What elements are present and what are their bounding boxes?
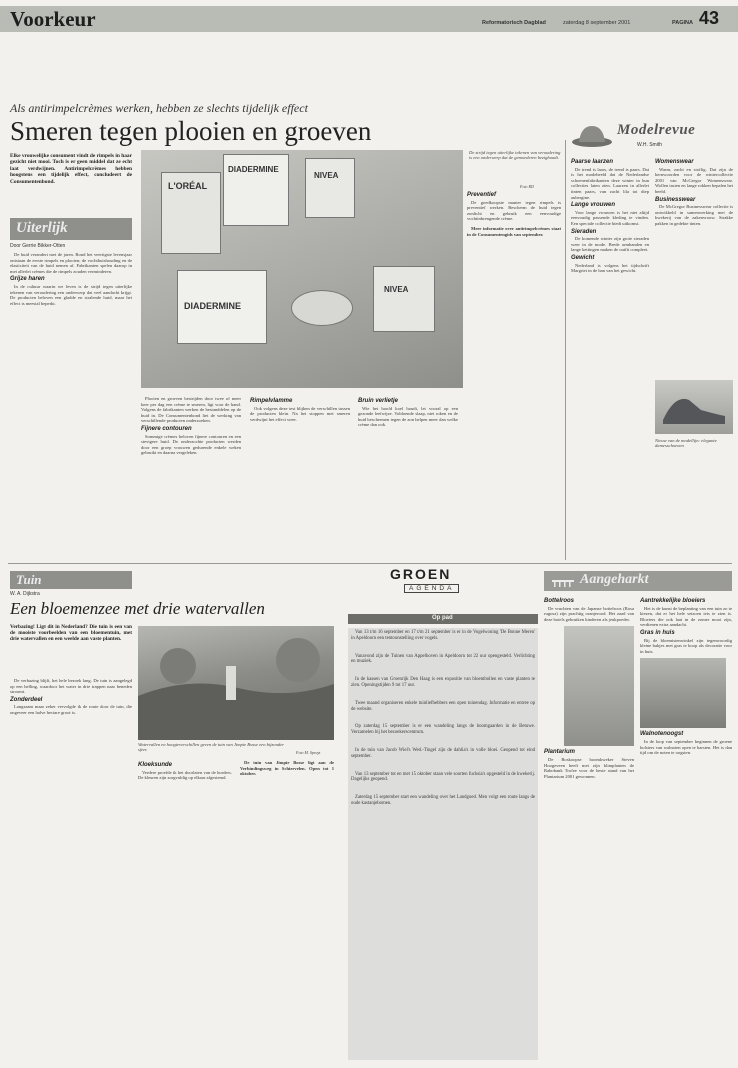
masthead <box>0 0 738 40</box>
subheading: Aantrekkelijke bloeiers <box>640 598 706 604</box>
photo-quote: De strijd tegen uiterlijke tekenen van veroudering is een onderwerp dat de gemoederen bezighoudt. <box>469 150 561 161</box>
column-paragraph: Nederland is volgens het tijdschrift Margriet in de ban van het gewicht. <box>571 262 649 274</box>
product-box <box>373 266 435 332</box>
rake-icon <box>550 573 576 589</box>
column-paragraph: In de loop van september beginnen de groene bolsters van walnoten open te barsten. Het is dan tijd om de noten te oogsten. <box>640 738 732 756</box>
agenda-bar <box>348 614 538 624</box>
garden-caption: Watervallen en hoogteverschillen geven de tuin van Jimpie Bosse een bijzonder sfeer. <box>138 742 285 753</box>
modelrevue-logo <box>571 122 731 154</box>
aangeharkt-column-2 <box>640 596 732 1058</box>
article-paragraph: De goedkoopste manier tegen rimpels is preventief werken. Bescherm de huid tegen zonlicht en gebruik een eenvoudige vochtinbrengende crème. <box>467 199 561 222</box>
agenda-item: Zaterdag 15 september start een wandeling over het Landgoed. Men volgt een route langs de oude kastanjebomen. <box>351 795 535 806</box>
agenda-bar-label: Op pad <box>432 615 453 621</box>
column-paragraph: De komende winter zijn grote sieraden weer in de mode. Brede armbanden en lange kettingen maken de outfit compleet. <box>571 236 649 253</box>
subheading: Grijze haren <box>10 276 45 283</box>
column-name: Tuin <box>16 572 42 587</box>
article-paragraph: De huid verandert met de jaren. Rond het veertigste levensjaar ontstaan de eerste rimpels en plooien; de vochthuishouding en de elasticiteit van de huid nemen af. Fabrikanten spelen daarop in met allerlei crèmes die de rimpels zouden verminderen. <box>10 252 132 274</box>
agenda-item: In de tuin van Jacob Wiel's Wed.-Tingel zijn de dahlia's in volle bloei. Geopend tot eind september. <box>351 747 535 759</box>
page-label: PAGINA <box>672 20 693 26</box>
shoe-icon <box>655 380 733 434</box>
article-kicker: Als antirimpelcrèmes werken, hebben ze slechts tijdelijk effect <box>10 101 308 115</box>
brand-label: L'ORÉAL <box>168 181 208 191</box>
shoe-photo <box>655 380 733 434</box>
subheading: Bruin verlietje <box>358 398 399 404</box>
page-number: 43 <box>699 8 720 28</box>
paper-name: Reformatorisch Dagblad <box>482 20 546 26</box>
article-paragraph: Langzaam maar zeker vervolgde ik de route door de tuin, die ongeveer een halve hectare groot is. <box>10 704 132 715</box>
article-column-5 <box>467 190 561 550</box>
column-paragraph: Warm, zacht en stoffig. Dat zijn de kernwoorden voor de wintercollectie 2001 van McGregor Womenswear. Wollen truien en lange rokken bepalen het beeld. <box>655 166 733 194</box>
subheading: Plantarium <box>544 749 576 756</box>
product-box <box>305 158 355 218</box>
brand-label: NIVEA <box>384 285 409 294</box>
article-paragraph: In de cultuur waarin we leven is de strijd tegen uiterlijke tekenen van veroudering een onderwerp dat veel aandacht krijgt. De producten beloven een gladde en stralende huid, maar het effect is meestal beperkt. <box>10 283 132 306</box>
subheading: Zonderdeel <box>10 696 43 703</box>
section-title: Voorkeur <box>10 7 96 31</box>
waterfall-icon <box>138 626 334 740</box>
column-paragraph: Voor lange vrouwen is het niet altijd eenvoudig passende kleding te vinden. Een speciale collectie biedt uitkomst. <box>571 209 649 226</box>
column-paragraph: De McGregor Businesswear collectie is ontwikkeld in samenwerking met de kwekerij van de zakenvrouw. Strakke pakken in gedekte tinten. <box>655 204 733 226</box>
subheading: Rimpelvlamme <box>250 398 293 404</box>
agenda-list <box>348 628 538 1060</box>
subheading: Bottelroos <box>544 598 574 604</box>
byline: W.H. Smith <box>637 142 663 148</box>
article-column-1 <box>10 252 132 558</box>
tuin-column-3 <box>240 760 334 1058</box>
subheading: Lange vrouwen <box>571 202 616 209</box>
agenda-item: Vanavond zijn de Tuinen van Appelhoven in Apeldoorn tot 22 uur opengesteld. Verlichting en muziek. <box>351 653 535 665</box>
model-column-1 <box>571 157 649 557</box>
brand-label: DIADERMINE <box>228 165 279 174</box>
column-paragraph: Het is de kunst de beplanting van een tuin zo te kiezen, dat er het hele seizoen iets te zien is. Bloeiers die ook laat in de zomer mooi zijn, verdienen extra aandacht. <box>640 605 732 628</box>
agenda-title: GROEN <box>390 566 452 582</box>
agenda-item: Twee maand organiseren enkele tuinliefhebbers een open tuinendag. Informatie en entree op de website. <box>351 700 535 712</box>
subheading: Gewicht <box>571 254 595 261</box>
column-paragraph: De vruchten van de Japanse bottelroos (Rosa rugosa) zijn prachtig oranjerood. Het zaad van deze botels gebruiken kinderen als jeukpoeder. <box>544 605 634 622</box>
article-paragraph: Wie het hoofd koel houdt, let vooral op een gezonde leefwijze. Voldoende slaap, niet roken en de huid beschermen tegen de zon helpen meer dan welke crème dan ook. <box>358 405 458 428</box>
column-divider <box>565 140 566 560</box>
tuin-headline: Een bloemenzee met drie watervallen <box>10 599 265 618</box>
garden-photo <box>138 626 334 740</box>
subheading: Fijnere contouren <box>141 425 192 432</box>
grass-photo <box>640 658 726 728</box>
product-box <box>223 154 289 226</box>
byline: Door Gerrie Bikker-Otten <box>10 243 66 249</box>
issue-date: zaterdag 8 september 2001 <box>563 20 631 26</box>
subheading: Kloeksunde <box>138 762 173 768</box>
aangeharkt-banner <box>544 571 732 591</box>
column-logo-tuin <box>10 571 132 589</box>
tuin-lead: Verbazing! Ligt dit in Nederland? Die tuin is een van de mooiste voorbeelden van een bloementuin, met drie watervallen en een weelde aan vaste planten. <box>10 624 132 643</box>
hat-icon <box>571 124 613 148</box>
agenda-item: Van 13 september tot en met 15 oktober staan vele soorten fuchsia's opgesteld in de kwekerij. Dagelijks geopend. <box>351 771 535 783</box>
column-name: Uiterlijk <box>16 220 68 236</box>
subheading: Gras in huis <box>640 629 675 636</box>
column-paragraph: De trend is laars, de trend is paars. Dat is het modebeeld dat de Nederlandse schoenenfabrikanten deze winter in hun collecties laten zien. Laarzen in allerlei tinten paars, van zacht lila tot diep aubergine. <box>571 166 649 200</box>
column-name: Modelrevue <box>617 122 696 138</box>
product-box <box>177 270 267 344</box>
agenda-item: Van 13 t/m 16 september en 17 t/m 21 september is er in de Vogelwoning 'De Bonne Meren' in Apeldoorn een tentoonstelling over vogels. <box>351 630 535 641</box>
subheading: Walnotenoogst <box>640 731 684 738</box>
model-column-2 <box>655 157 733 377</box>
photo-credit: Foto M. Spruyt <box>296 750 321 755</box>
agenda-item: In de kassen van Groenrijk Den Haag is een expositie van bloembollen en vaste planten te zien. Openingstijden 9 tot 17 uur. <box>351 677 535 688</box>
tuin-column-1 <box>10 678 132 1058</box>
column-paragraph: De Boskoopse boomkweker Steven Hoogeveen heeft met zijn klimplanten de Rabobank Trofee voor de beste stand van het Plantarium 2001 gewonnen. <box>544 756 634 779</box>
subheading: Preventief <box>467 192 497 198</box>
column-paragraph: Bij de bloemistenwinkel zijn tegenwoordig kleine bakjes met gras te koop als decoratie voor in huis. <box>640 637 732 654</box>
rose-photo <box>564 626 634 746</box>
subheading: Sieraden <box>571 228 597 235</box>
article-headline: Smeren tegen plooien en groeven <box>10 116 372 146</box>
subheading: Womenswear <box>655 159 694 165</box>
brand-label: NIVEA <box>314 171 339 180</box>
article-paragraph: De verbazing blijft, het hele bezoek lang. De tuin is aangelegd op een helling, waardoor het water in drie trappen naar beneden stroomt. <box>10 678 132 695</box>
article-column-2 <box>141 396 241 558</box>
address-note: De tuin van Jimpie Bosse ligt aan de Verbindingsweg in Schiervelen. Open tot 1 oktober. <box>240 760 334 777</box>
column-name: Aangeharkt <box>580 572 649 587</box>
article-paragraph: Plooien en groeven bestrijden door twee of meer keer per dag een crème te smeren, ligt voor de hand. Volgens de fabrikanten werken de bestanddelen op de huid in. De Consumentenbond liet de werking van verschillende producten onderzoeken. <box>141 396 241 424</box>
aangeharkt-column-1 <box>544 596 634 1058</box>
product-photo <box>141 150 463 388</box>
brand-label: DIADERMINE <box>184 301 242 311</box>
subheading: Businesswear <box>655 196 696 203</box>
source-note: Meer informatie over antirimpelcrèmes staat in de Consumentengids van september. <box>467 225 561 237</box>
article-column-3 <box>250 396 350 558</box>
masthead-band <box>0 6 738 32</box>
section-divider <box>8 563 732 564</box>
cream-jar <box>291 290 353 326</box>
tuin-column-2 <box>138 760 232 1058</box>
article-paragraph: Ook volgens deze test blijken de verschillen tussen de producten klein. Na het stoppen met smeren verdwijnt het effect weer. <box>250 405 350 422</box>
photo-credit: Foto RD <box>520 184 534 189</box>
subheading: Paarse laarzen <box>571 159 614 165</box>
agenda-subtitle: AGENDA <box>404 584 459 593</box>
article-paragraph: Verdere proefde ik het doorlaten van de borders. De kleuren zijn zorgvuldig op elkaar afgestemd. <box>138 769 232 781</box>
byline: W. A. Dijkstra <box>10 591 40 597</box>
article-lead: Elke vrouwelijke consument vindt de rimpels in haar gezicht niet mooi. Toch is er geen middel dat ze echt laat verdwijnen. Antirimpelcrèmes hebben hoogstens een tijdelijk effect, concludeert de Consumentenbond. <box>10 153 132 185</box>
groen-agenda-logo <box>356 566 526 610</box>
article-column-4 <box>358 396 458 558</box>
article-paragraph: Sommige crèmes beloven fijnere contouren en een stevigere huid. De onderzochte producten werden door een groep vrouwen gedurende enkele weken gebruikt en daarna vergeleken. <box>141 433 241 456</box>
agenda-item: Op zaterdag 15 september is er een wandeling langs de boomgaarden in de Betuwe. Verzamelen bij het bezoekerscentrum. <box>351 724 535 736</box>
shoe-caption: Nieuw van de modellijn: elegante damesschoenen <box>655 438 717 449</box>
product-box <box>161 172 221 254</box>
column-logo-uiterlijk <box>10 218 132 240</box>
